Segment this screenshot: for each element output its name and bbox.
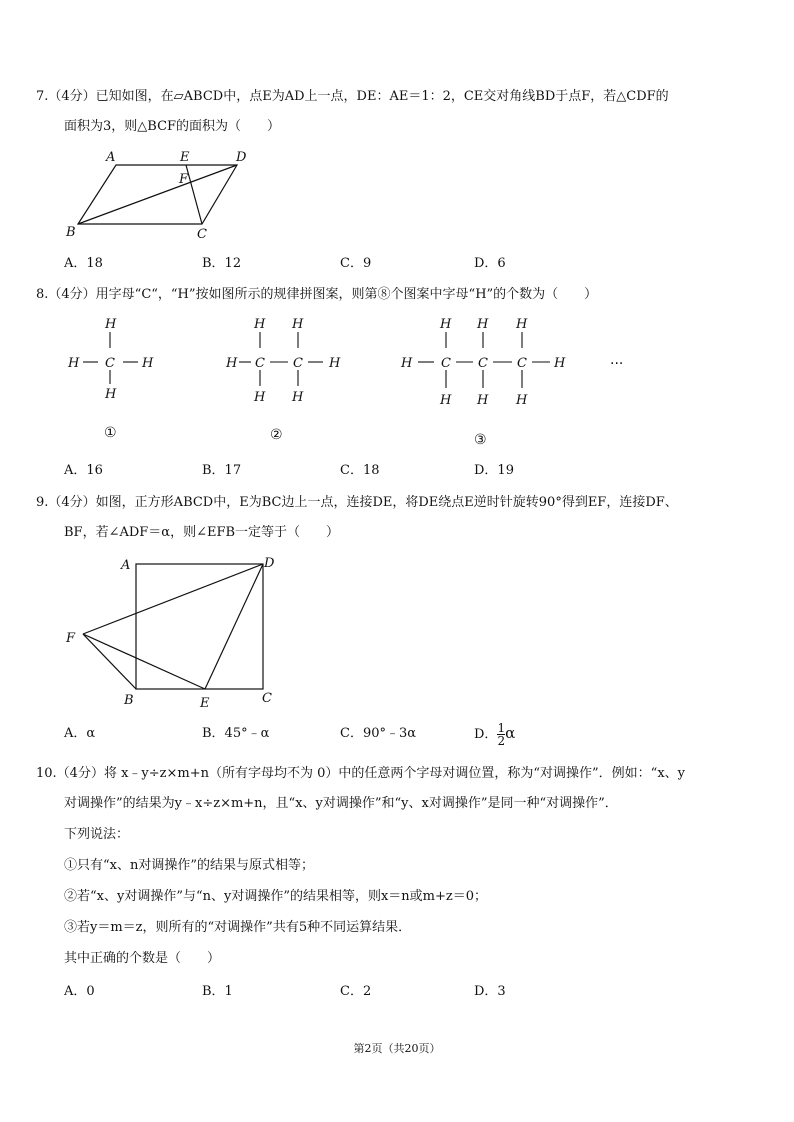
q9-option-d-numerator: 1 (497, 721, 506, 735)
q9-option-d (474, 716, 515, 752)
q7-stem-line2: 面积为3，则△BCF的面积为（ ） (64, 119, 281, 134)
q9-option-d-label: D． (474, 727, 498, 742)
q8-fig3-atom-h-bottom2: H (477, 393, 489, 408)
q8-fig1-atom-h-right: H (142, 356, 154, 371)
q8-fig2-atom-h-bottom1: H (254, 390, 266, 405)
q8-ellipsis: ··· (610, 356, 624, 372)
q8-fig1-atom-h-top: H (105, 317, 117, 332)
q8-fig2-atom-h-top1: H (254, 317, 266, 332)
q9-stem-line2: BF，若∠ADF＝α，则∠EFB一定等于（ ） (64, 525, 340, 540)
q8-fig1-atom-c: C (105, 356, 115, 371)
q7-stem-line1: 7.（4分）已知如图，在▱ABCD中，点E为AD上一点，DE：AE＝1：2，CE交对角线BD于点F，若△CDF的 (36, 89, 669, 104)
q8-option-c: C．18 (340, 463, 380, 478)
q10-statement-1: ①只有“x、n对调操作”的结果与原式相等； (64, 858, 314, 873)
q8-fig2-atom-h-bottom2: H (292, 390, 304, 405)
q9-label-C: C (262, 691, 272, 706)
q9-option-d-denominator: 2 (497, 734, 506, 748)
q10-stem-line2: 对调操作”的结果为y﹣x÷z×m+n，且“x、y对调操作”和“y、x对调操作”是同一种“对调操作”． (64, 796, 618, 811)
q7-label-F: F (179, 172, 189, 187)
q9-label-D: D (264, 556, 275, 571)
q7-option-a: A．18 (64, 256, 103, 271)
q10-option-b: B．1 (202, 984, 233, 999)
q8-fig3-atom-h-right: H (554, 356, 566, 371)
q7-option-d: D．6 (474, 256, 506, 271)
q8-fig3-atom-h-top1: H (440, 317, 452, 332)
q8-fig2-atom-c2: C (293, 356, 303, 371)
q8-fig3-atom-h-bottom1: H (440, 393, 452, 408)
q9-label-F: F (66, 631, 76, 646)
q8-figure-label-1: ① (104, 425, 117, 441)
q7-option-b: B．12 (202, 256, 242, 271)
q9-option-d-alpha: α (505, 724, 516, 742)
q8-figure-label-3: ③ (474, 432, 487, 447)
q8-fig2-atom-h-left: H (226, 356, 238, 371)
q9-option-c: C．90°﹣3α (340, 726, 417, 741)
q8-fig3-atom-c3: C (517, 356, 527, 371)
q8-option-d: D．19 (474, 463, 514, 478)
q8-fig3-atom-h-bottom3: H (516, 393, 528, 408)
q9-stem-line1: 9.（4分）如图，正方形ABCD中，E为BC边上一点，连接DE，将DE绕点E逆时针旋转90°得到EF，连接DF、 (36, 495, 678, 510)
q10-option-d: D．3 (474, 984, 506, 999)
q8-fig2-atom-h-top2: H (292, 317, 304, 332)
q9-option-a: A．α (64, 726, 96, 741)
q7-label-C: C (197, 227, 207, 242)
q7-label-E: E (180, 150, 190, 165)
q7-parallelogram-figure (60, 148, 260, 243)
q9-label-A: A (121, 558, 131, 573)
q9-square-figure (60, 552, 290, 712)
q8-fig2-atom-c1: C (255, 356, 265, 371)
q7-option-c: C．9 (340, 256, 372, 271)
q8-pattern-figure (60, 312, 660, 447)
q10-stem-line1: 10.（4分）将 x﹣y÷z×m+n（所有字母均不为 0）中的任意两个字母对调位置，称为“对调操作”．例如：“x、y (36, 766, 685, 781)
q8-fig3-atom-h-top2: H (477, 317, 489, 332)
q8-fig3-atom-h-left: H (401, 356, 413, 371)
q8-fig3-atom-c2: C (478, 356, 488, 371)
q10-option-c: C．2 (340, 984, 372, 999)
q8-fig3-atom-c1: C (441, 356, 451, 371)
q8-figure-label-2: ② (270, 427, 283, 443)
q9-option-b: B．45°﹣α (202, 726, 270, 741)
q10-stem-line3: 下列说法： (64, 827, 130, 842)
q8-fig1-atom-h-bottom: H (105, 387, 117, 402)
q10-option-a: A．0 (64, 984, 95, 999)
q10-statement-2: ②若“x、y对调操作”与“n、y对调操作”的结果相等，则x＝n或m+z＝0； (64, 889, 488, 904)
q8-fig1-atom-h-left: H (68, 356, 80, 371)
q7-label-B: B (66, 225, 76, 240)
q8-fig2-atom-h-right: H (329, 356, 341, 371)
q8-fig3-atom-h-top3: H (516, 317, 528, 332)
q9-label-E: E (200, 696, 210, 711)
q9-label-B: B (124, 693, 134, 708)
q10-statement-3: ③若y＝m＝z，则所有的“对调操作”共有5种不同运算结果． (64, 920, 412, 935)
q7-label-D: D (236, 150, 247, 165)
q10-question: 其中正确的个数是（ ） (64, 951, 221, 966)
q9-option-d-fraction (497, 722, 505, 747)
q8-option-a: A．16 (64, 463, 103, 478)
page-footer: 第2页（共20页） (353, 1042, 441, 1055)
q8-option-b: B．17 (202, 463, 242, 478)
q8-stem-line1: 8.（4分）用字母“C“，“H”按如图所示的规律拼图案，则第⑧个图案中字母“H”的个数为（ ） (36, 287, 598, 302)
q7-label-A: A (106, 150, 116, 165)
